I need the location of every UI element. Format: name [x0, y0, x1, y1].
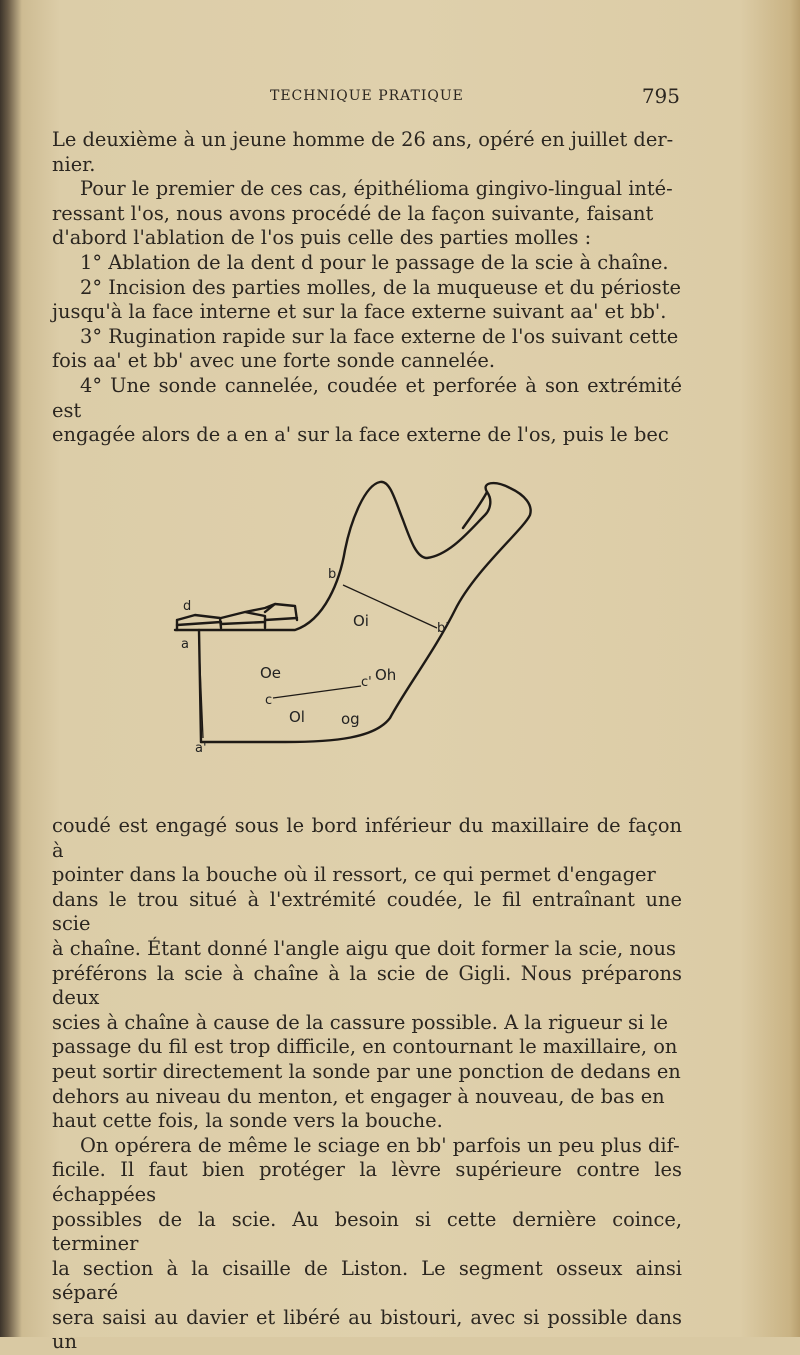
text-line: 3° Rugination rapide sur la face externe de l'os suivant cette	[80, 324, 679, 348]
text-line: fois aa' et bb' avec une forte sonde cannelée.	[52, 349, 496, 373]
text-line: dans le trou situé à l'extrémité coudée, le fil entraînant une scie	[52, 887, 682, 936]
teeth	[177, 604, 297, 630]
label-a-prime: a'	[195, 741, 207, 756]
text-block-lower	[52, 814, 682, 1355]
page-number: 795	[641, 84, 680, 108]
text-line: dehors au niveau du menton, et engager à nouveau, de bas en	[52, 1084, 665, 1108]
text-line: 2° Incision des parties molles, de la muqueuse et du périoste	[80, 275, 681, 299]
label-og: og	[341, 710, 360, 728]
text-line: pointer dans la bouche où il ressort, ce qui permet d'engager	[52, 863, 656, 887]
label-b: b	[328, 567, 337, 582]
text-line: scies à chaîne à cause de la cassure possible. A la rigueur si le	[52, 1010, 668, 1034]
label-c-prime: c'	[361, 675, 372, 690]
label-a: a	[181, 637, 189, 652]
label-oe: Oe	[260, 664, 282, 682]
text-line: possibles de la scie. Au besoin si cette dernière coince, terminer	[52, 1207, 682, 1256]
text-line: passage du fil est trop difficile, en contournant le maxillaire, on	[52, 1035, 678, 1059]
text-line: On opérera de même le sciage en bb' parfois un peu plus dif-	[80, 1133, 680, 1157]
text-line: Le deuxième à un jeune homme de 26 ans, opéré en juillet der-	[52, 128, 674, 151]
label-c: c	[265, 693, 273, 708]
text-line: 4° Une sonde cannelée, coudée et perforée à son extrémité est	[52, 373, 682, 422]
label-b-prime: b'	[437, 621, 449, 636]
text-line: nier.	[52, 152, 96, 176]
text-line: jusqu'à la face interne et sur la face externe suivant aa' et bb'.	[52, 300, 667, 324]
label-oi: Oi	[353, 612, 369, 630]
page-header	[60, 84, 680, 110]
label-oh: Oh	[375, 666, 397, 684]
text-line: préférons la scie à chaîne à la scie de Gigli. Nous préparons deux	[52, 961, 682, 1010]
label-d: d	[183, 599, 192, 614]
text-line: la section à la cisaille de Liston. Le segment osseux ainsi séparé	[52, 1256, 682, 1305]
running-title: TECHNIQUE PRATIQUE	[270, 88, 464, 104]
text-line: 1° Ablation de la dent d pour le passage de la scie à chaîne.	[80, 250, 669, 274]
label-ol: Ol	[289, 708, 305, 726]
text-line: haut cette fois, la sonde vers la bouche.	[52, 1109, 443, 1133]
text-line: à chaîne. Étant donné l'angle aigu que doit former la scie, nous	[52, 936, 676, 960]
text-line: coudé est engagé sous le bord inférieur du maxillaire de façon à	[52, 814, 682, 862]
text-block-upper	[52, 128, 682, 448]
text-line: Pour le premier de ces cas, épithélioma gingivo-lingual inté-	[80, 177, 673, 201]
text-line: engagée alors de a en a' sur la face externe de l'os, puis le bec	[52, 423, 669, 447]
text-line: ficile. Il faut bien protéger la lèvre supérieure contre les échappées	[52, 1158, 682, 1206]
mandible-diagram	[165, 470, 545, 760]
mandible-figure	[165, 470, 545, 760]
text-line: d'abord l'ablation de l'os puis celle des parties molles :	[52, 226, 592, 250]
incision-line-c	[273, 686, 361, 698]
text-line: peut sortir directement la sonde par une ponction de dedans en	[52, 1059, 681, 1083]
text-line: sera saisi au davier et libéré au bistouri, avec si possible dans un	[52, 1305, 682, 1354]
text-line: ressant l'os, nous avons procédé de la façon suivante, faisant	[52, 201, 654, 225]
